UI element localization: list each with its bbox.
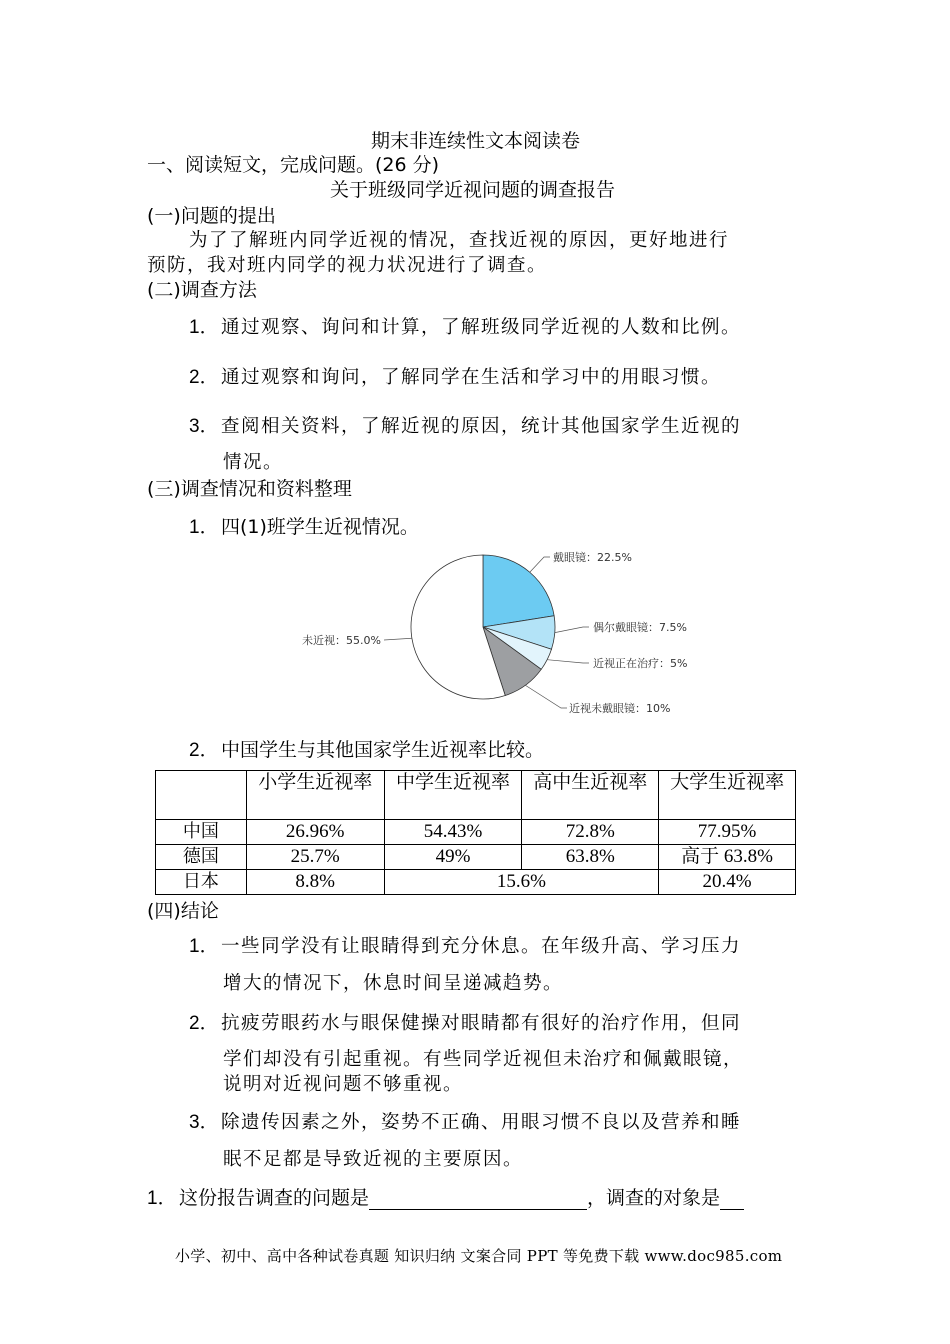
pie-slice-label: 未近视：55.0% [302, 634, 381, 647]
part1-heading: (一)问题的提出 [147, 205, 276, 227]
conclusion-item-text: 除遗传因素之外，姿势不正确、用眼习惯不良以及营养和睡 [221, 1112, 742, 1133]
pie-slice-label: 偶尔戴眼镜：7.5% [593, 621, 687, 634]
conclusion-item-3-line2: 眠不足都是导致近视的主要原因。 [223, 1149, 524, 1170]
conclusion-item-3 [189, 1107, 741, 1134]
table-header-cell [156, 771, 247, 820]
pie-leader-line [525, 685, 567, 708]
method-item-num: 3． [189, 416, 219, 437]
part1-para-line1: 为了了解班内同学近视的情况，查找近视的原因，更好地进行 [189, 230, 730, 251]
survey-item-num: 2． [189, 740, 219, 761]
method-item-text: 通过观察和询问，了解同学在生活和学习中的用眼习惯。 [221, 367, 722, 388]
section-one-heading: 一、阅读短文，完成问题。(26 分) [147, 154, 440, 176]
pie-leader-line [547, 660, 589, 663]
question-text-b: ，调查的对象是 [587, 1187, 721, 1209]
method-item-2 [189, 362, 721, 389]
table-cell: 26.96% [246, 820, 384, 845]
table-cell: 54.43% [384, 820, 522, 845]
question-num: 1． [147, 1188, 177, 1209]
part4-heading: (四)结论 [147, 900, 219, 922]
survey-item-text: 四(1)班学生近视情况。 [221, 516, 419, 538]
pie-slice [483, 555, 554, 627]
part2-heading: (二)调查方法 [147, 279, 257, 301]
answer-blank-1[interactable] [369, 1187, 587, 1210]
table-cell: 8.8% [246, 870, 384, 895]
method-item-num: 2． [189, 367, 219, 388]
table-cell: 25.7% [246, 845, 384, 870]
method-item-text: 查阅相关资料，了解近视的原因，统计其他国家学生近视的 [221, 416, 742, 437]
table-cell: 20.4% [659, 870, 796, 895]
table-cell: 77.95% [659, 820, 796, 845]
table-row [156, 870, 796, 895]
question-1 [147, 1183, 744, 1210]
table-cell: 高于 63.8% [659, 845, 796, 870]
pie-slice-label: 近视未戴眼镜：10% [569, 702, 671, 715]
survey-item-1 [189, 512, 419, 539]
conclusion-item-num: 2． [189, 1013, 219, 1034]
survey-item-num: 1． [189, 517, 219, 538]
survey-item-text: 中国学生与其他国家学生近视率比较。 [221, 739, 545, 761]
question-text-a: 这份报告调查的问题是 [179, 1187, 370, 1209]
survey-item-2 [189, 735, 544, 762]
conclusion-item-2-line3: 说明对近视问题不够重视。 [223, 1074, 464, 1095]
method-item-3 [189, 411, 741, 438]
conclusion-item-num: 1． [189, 936, 219, 957]
page-footer: 小学、初中、高中各种试卷真题 知识归纳 文案合同 PPT 等免费下载 www.doc985.com [175, 1247, 783, 1265]
table-header-cell: 高中生近视率 [522, 771, 659, 820]
conclusion-item-1 [189, 931, 741, 958]
conclusion-item-num: 3． [189, 1112, 219, 1133]
table-cell: 49% [384, 845, 522, 870]
method-item-text: 通过观察、询问和计算，了解班级同学近视的人数和比例。 [221, 317, 742, 338]
pie-leader-line [530, 557, 550, 572]
method-item-1 [189, 312, 741, 339]
conclusion-item-1-line2: 增大的情况下，休息时间呈递减趋势。 [223, 973, 564, 994]
table-header-cell: 小学生近视率 [246, 771, 384, 820]
pie-slice-label: 戴眼镜：22.5% [553, 551, 632, 564]
conclusion-item-text: 抗疲劳眼药水与眼保健操对眼睛都有很好的治疗作用，但同 [221, 1013, 742, 1034]
page-title: 期末非连续性文本阅读卷 [371, 130, 581, 152]
table-row-header: 中国 [156, 820, 247, 845]
pie-slice-label: 近视正在治疗：5% [593, 657, 688, 670]
table-row-header: 日本 [156, 870, 247, 895]
table-header-row [156, 771, 796, 820]
pie-chart [280, 545, 700, 720]
method-item-num: 1． [189, 317, 219, 338]
table-header-cell: 大学生近视率 [659, 771, 796, 820]
conclusion-item-2 [189, 1008, 741, 1035]
method-item-3-line2: 情况。 [223, 452, 284, 473]
table-cell: 72.8% [522, 820, 659, 845]
conclusion-item-text: 一些同学没有让眼睛得到充分休息。在年级升高、学习压力 [221, 936, 742, 957]
answer-blank-2[interactable] [720, 1187, 744, 1210]
pie-leader-line [555, 627, 589, 633]
table-row [156, 845, 796, 870]
pie-leader-line [384, 638, 412, 640]
part3-heading: (三)调查情况和资料整理 [147, 478, 352, 500]
table-header-cell: 中学生近视率 [384, 771, 522, 820]
table-cell: 15.6% [384, 870, 659, 895]
part1-para-line2: 预防，我对班内同学的视力状况进行了调查。 [147, 255, 548, 276]
comparison-table [155, 770, 796, 895]
report-title: 关于班级同学近视问题的调查报告 [330, 179, 616, 201]
conclusion-item-2-line2: 学们却没有引起重视。有些同学近视但未治疗和佩戴眼镜， [223, 1049, 744, 1070]
table-row [156, 820, 796, 845]
table-row-header: 德国 [156, 845, 247, 870]
table-cell: 63.8% [522, 845, 659, 870]
